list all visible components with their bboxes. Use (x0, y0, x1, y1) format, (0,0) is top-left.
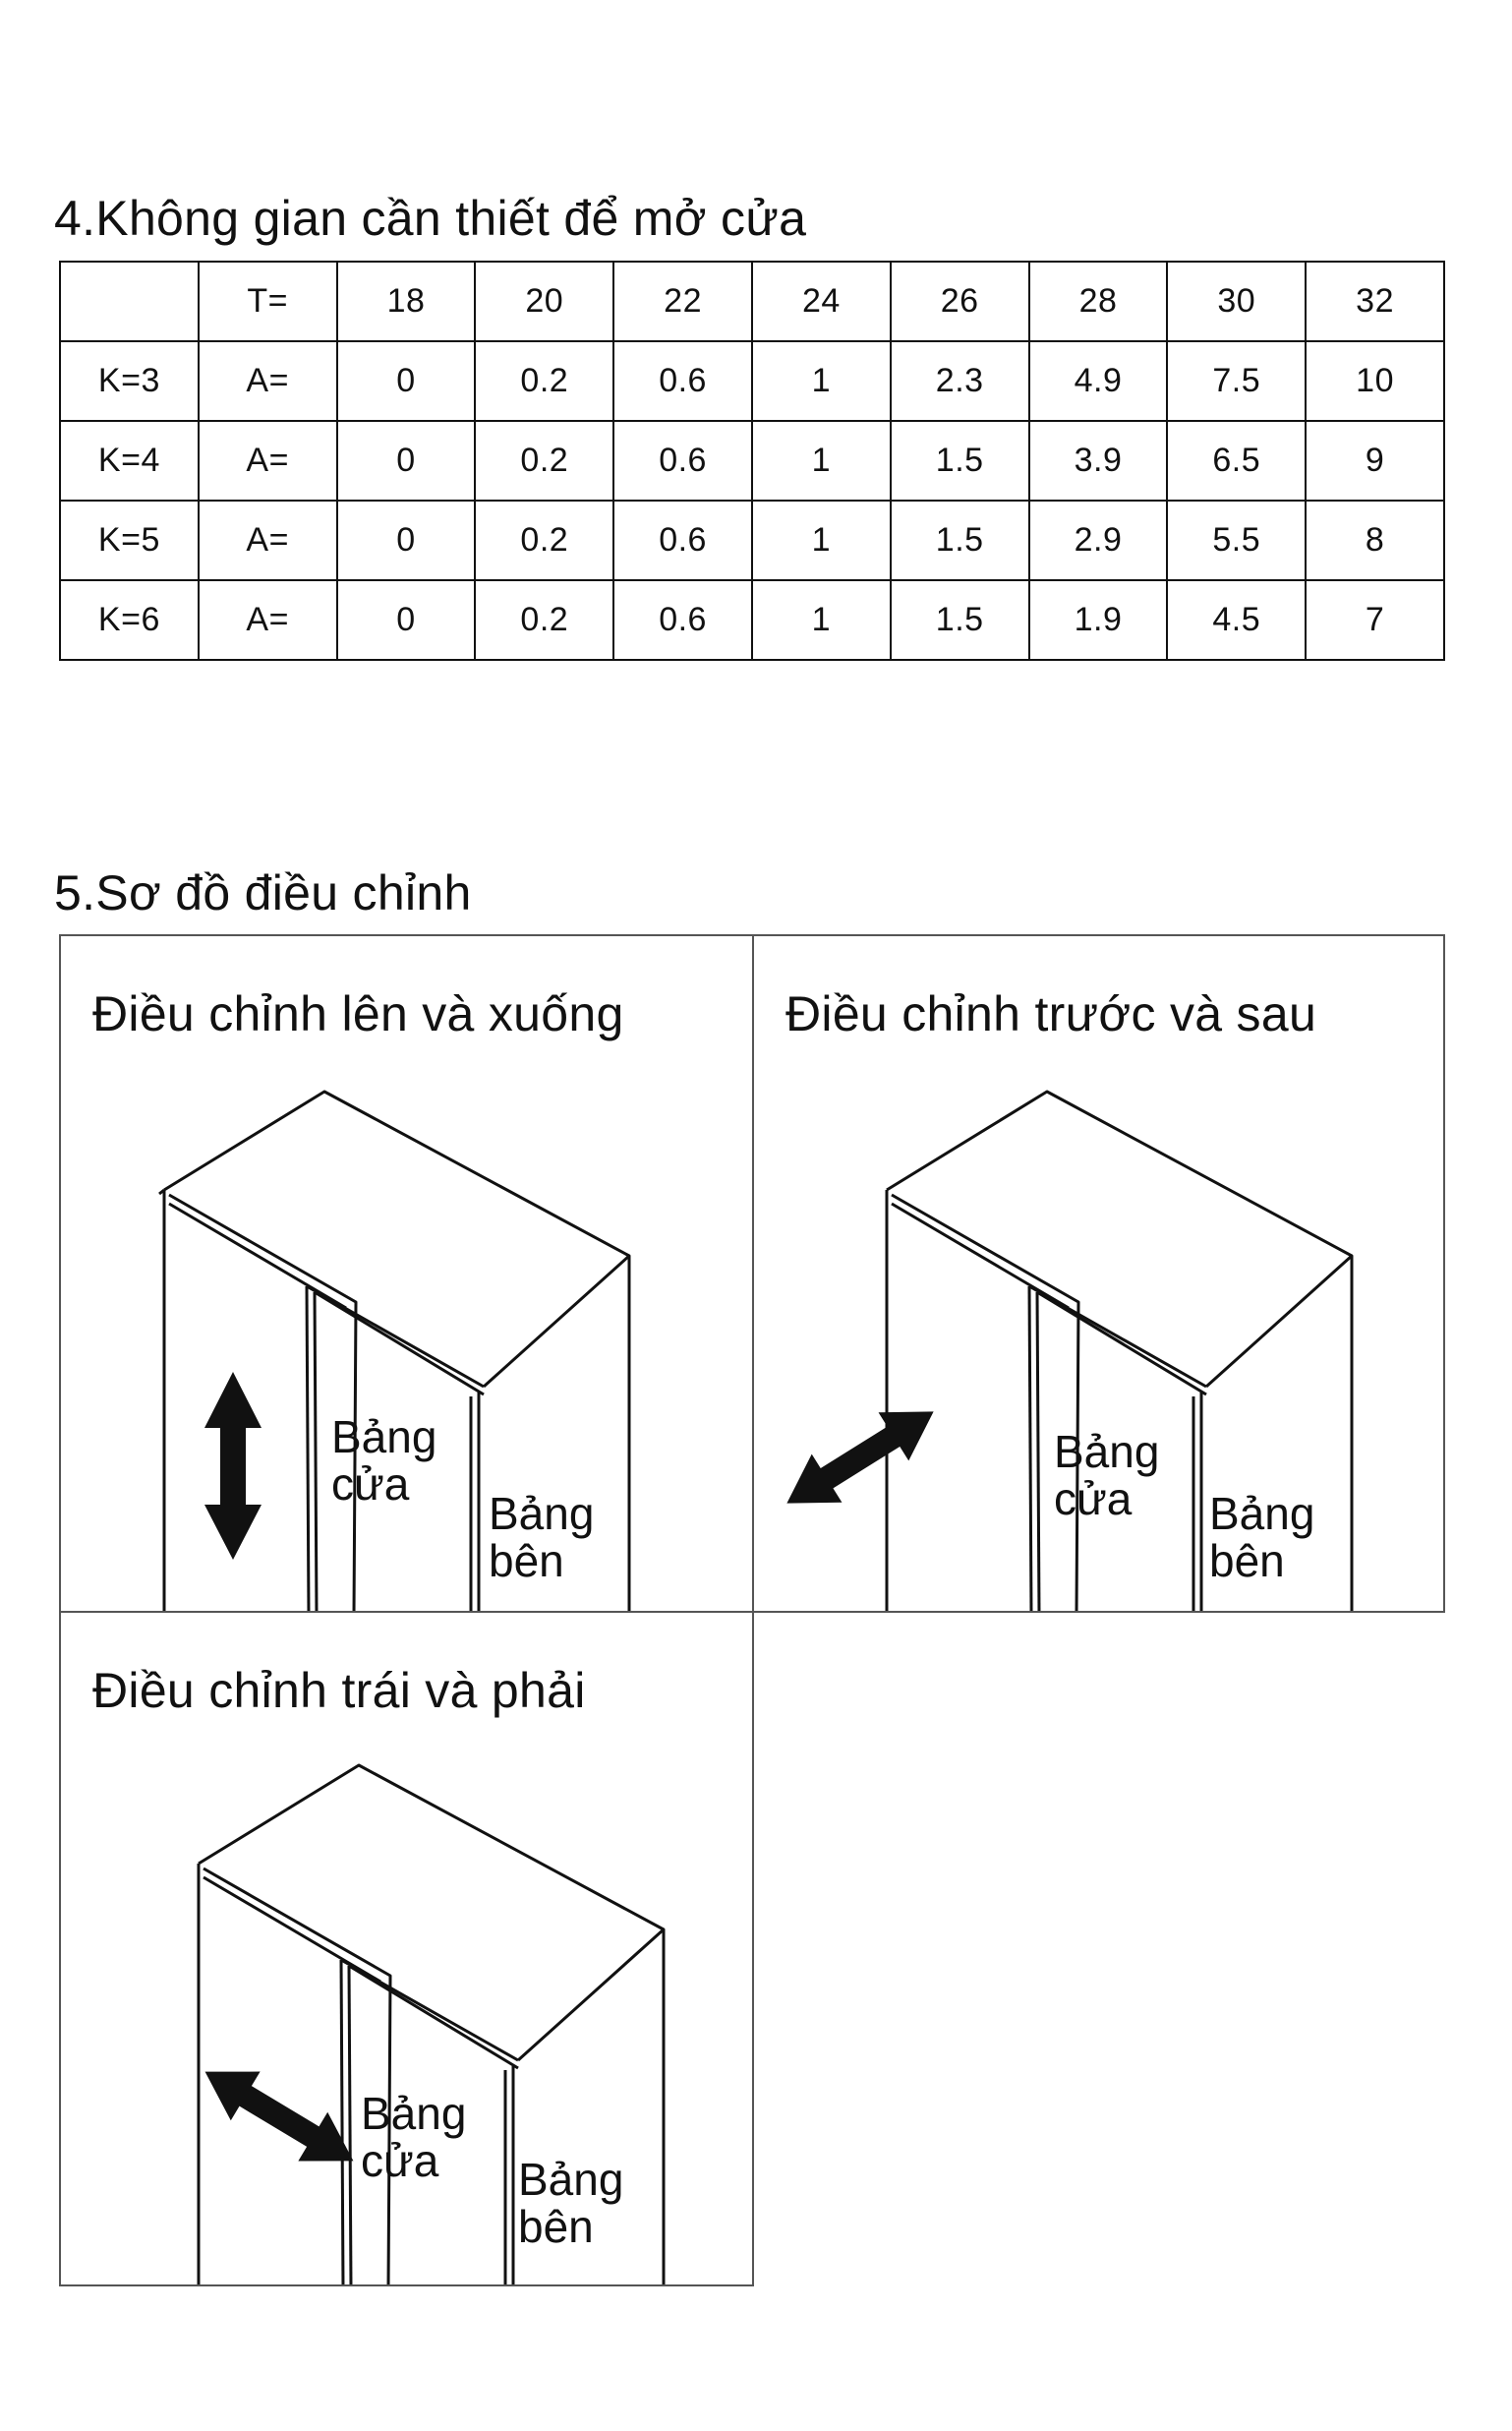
side-panel-label: Bảng bên (518, 2154, 624, 2252)
table-cell: 9 (1306, 421, 1444, 501)
table-cell: K=3 (60, 341, 199, 421)
fridge-illustration (61, 936, 754, 1613)
table-cell: 4.9 (1029, 341, 1168, 421)
table-cell: 0 (337, 580, 476, 660)
table-row (60, 501, 1444, 580)
table-cell: 1.5 (891, 501, 1029, 580)
door-panel (307, 1286, 309, 1613)
table-cell: 2.9 (1029, 501, 1168, 580)
table-cell: 18 (337, 262, 476, 341)
door-panel-label: Bảng cửa (331, 1411, 437, 1510)
table-cell: A= (199, 421, 337, 501)
table-cell: A= (199, 580, 337, 660)
fridge-illustration (754, 936, 1445, 1613)
table-cell: 1 (752, 580, 891, 660)
table-header-row (60, 262, 1444, 341)
table-cell: 0.6 (613, 341, 752, 421)
panel-up-down (59, 934, 754, 1613)
table-cell: 4.5 (1167, 580, 1306, 660)
table-cell: 1 (752, 421, 891, 501)
table-cell: K=5 (60, 501, 199, 580)
door-panel-label: Bảng cửa (361, 2088, 467, 2186)
table-row (60, 580, 1444, 660)
section-4-title: 4.Không gian cần thiết để mở cửa (54, 191, 807, 246)
fridge-illustration (61, 1613, 754, 2286)
front-back-arrow-icon (772, 1388, 949, 1527)
table-cell: 6.5 (1167, 421, 1306, 501)
table-cell: 5.5 (1167, 501, 1306, 580)
panel-title: Điều chỉnh trước và sau (785, 986, 1317, 1041)
table-cell: 1 (752, 501, 891, 580)
table-cell: 10 (1306, 341, 1444, 421)
table-cell: 1.5 (891, 421, 1029, 501)
section-5-title: 5.Sơ đồ điều chỉnh (54, 865, 472, 920)
table-cell: 3.9 (1029, 421, 1168, 501)
table-cell: 0 (337, 501, 476, 580)
table-cell: A= (199, 501, 337, 580)
door-opening-space-table (59, 261, 1445, 661)
table-row (60, 341, 1444, 421)
panel-left-right (59, 1611, 754, 2286)
table-cell: 32 (1306, 262, 1444, 341)
table-cell: 0.6 (613, 421, 752, 501)
table-cell: 2.3 (891, 341, 1029, 421)
up-down-arrow-icon (204, 1372, 262, 1560)
table-cell: 22 (613, 262, 752, 341)
panel-front-back (752, 934, 1445, 1613)
table-row (60, 421, 1444, 501)
table-cell: 0 (337, 421, 476, 501)
fridge-outline (199, 1765, 664, 2286)
table-cell: 1 (752, 341, 891, 421)
table-cell: K=4 (60, 421, 199, 501)
table-cell: 0.6 (613, 501, 752, 580)
table-cell: T= (199, 262, 337, 341)
adjustment-diagram-grid (59, 934, 1445, 2286)
side-panel-label: Bảng bên (1209, 1488, 1315, 1586)
table-cell: 8 (1306, 501, 1444, 580)
table-cell: 1.5 (891, 580, 1029, 660)
table-cell: 24 (752, 262, 891, 341)
panel-title: Điều chỉnh lên và xuống (92, 986, 624, 1041)
table-cell: 20 (475, 262, 613, 341)
table-cell (60, 262, 199, 341)
table-cell: K=6 (60, 580, 199, 660)
table-cell: 0 (337, 341, 476, 421)
table-cell: 7 (1306, 580, 1444, 660)
table-cell: 30 (1167, 262, 1306, 341)
door-panel-label: Bảng cửa (1054, 1426, 1160, 1524)
table-cell: 26 (891, 262, 1029, 341)
table-cell: 0.2 (475, 341, 613, 421)
table-cell: A= (199, 341, 337, 421)
table-cell: 0.6 (613, 580, 752, 660)
door-panel (341, 1960, 343, 2286)
table-cell: 1.9 (1029, 580, 1168, 660)
side-panel-label: Bảng bên (489, 1488, 595, 1586)
table-cell: 0.2 (475, 501, 613, 580)
door-panel (1029, 1286, 1031, 1613)
table-cell: 0.2 (475, 580, 613, 660)
panel-title: Điều chỉnh trái và phải (92, 1663, 586, 1718)
table-cell: 0.2 (475, 421, 613, 501)
table-cell: 7.5 (1167, 341, 1306, 421)
table-cell: 28 (1029, 262, 1168, 341)
